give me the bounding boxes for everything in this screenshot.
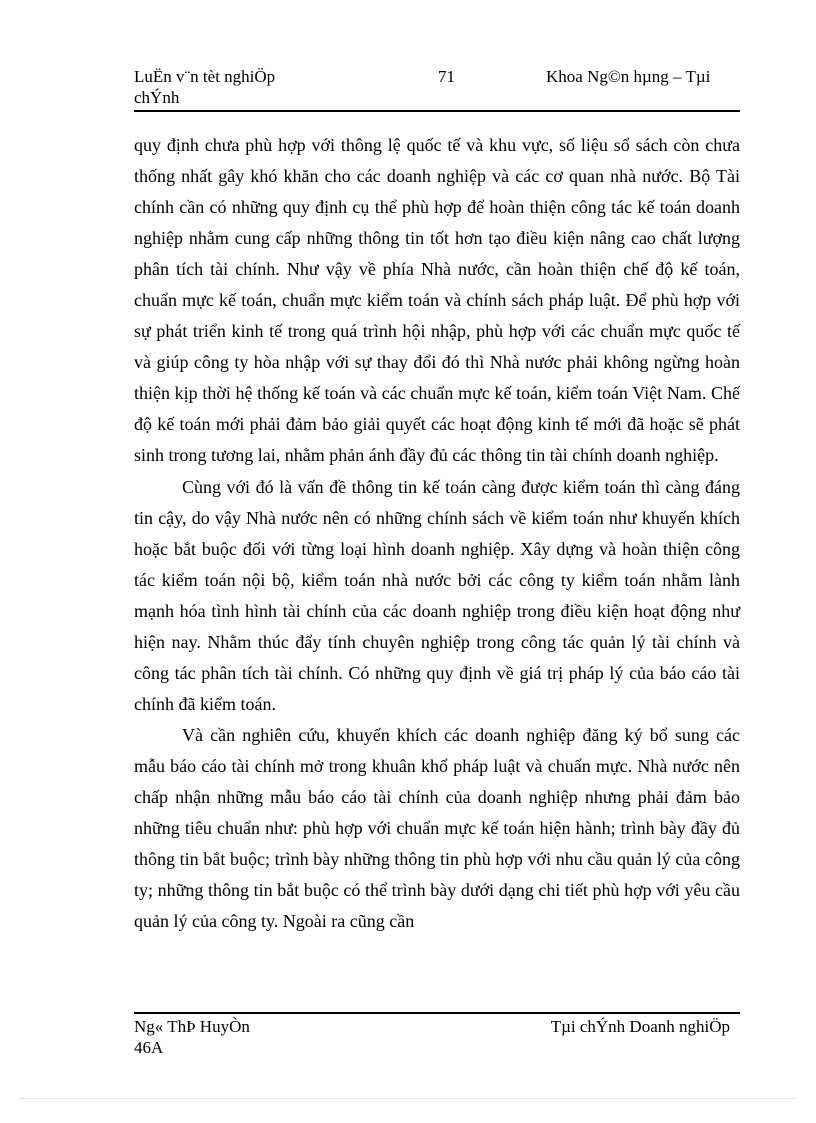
paragraph: Cùng với đó là vấn đề thông tin kế toán càng được kiểm toán thì càng đáng tin cậy, do vậy Nhà nước nên có những chính sách về kiểm toán như khuyến khích hoặc bắt buộc đối với từng loại hình doanh nghiệp. Xây dựng và hoàn thiện công tác kiểm toán nội bộ, kiểm toán nhà nước bởi các công ty kiểm toán nhằm lành mạnh hóa tình hình tài chính của các doanh nghiệp trong điều kiện hoạt động như hiện nay. Nhằm thúc đẩy tính chuyên nghiệp trong công tác quản lý tài chính và công tác phân tích tài chính. Có những quy định về giá trị pháp lý của báo cáo tài chính đã kiểm toán.	[134, 476, 740, 714]
paragraph: quy định chưa phù hợp với thông lệ quốc tế và khu vực, số liệu sổ sách còn chưa thống nhất gây khó khăn cho các doanh nghiệp và các cơ quan nhà nước. Bộ Tài chính cần có những quy định cụ thể phù hợp để hoàn thiện công tác kế toán doanh nghiệp nhằm cung cấp những thông tin tốt hơn tạo điều kiện nâng cao chất lượng phân tích tài chính. Như vậy về phía Nhà nước, cần hoàn thiện chế độ kế toán, chuẩn mực kế toán, chuẩn mực kiểm toán và chính sách pháp luật. Để phù hợp với sự phát triển kinh tế trong quá trình hội nhập, phù hợp với các chuẩn mực quốc tế và giúp công ty hòa nhập với sự thay đổi đó thì Nhà nước phải không ngừng hoàn thiện kịp thời hệ thống kế toán và các chuẩn mực kế toán, kiểm toán Việt Nam. Chế độ kế toán mới phải đảm bảo giải quyết các hoạt động kinh tế mới đã hoặc sẽ phát sinh trong tương lai, nhằm phản ánh đầy đủ các thông tin tài chính doanh nghiệp.	[134, 135, 740, 466]
page-number: 71	[438, 67, 455, 86]
page-header	[134, 66, 740, 112]
header-thesis-label	[134, 66, 334, 108]
footer-author	[134, 1016, 250, 1058]
header-left-line1: LuËn v¨n tèt nghiÖp	[134, 67, 276, 86]
header-rule	[134, 110, 740, 112]
header-left-line2: chÝnh	[134, 88, 180, 107]
paragraph: Và cần nghiên cứu, khuyến khích các doanh nghiệp đăng ký bổ sung các mẫu báo cáo tài chính mở trong khuân khổ pháp luật và chuẩn mực. Nhà nước nên chấp nhận những mẫu báo cáo tài chính của doanh nghiệp nhưng phải đảm bảo những tiêu chuẩn như: phù hợp với chuẩn mực kế toán hiện hành; trình bày đầy đủ thông tin bắt buộc; trình bày những thông tin phù hợp với nhu cầu quản lý của công ty; những thông tin bắt buộc có thể trình bày dưới dạng chi tiết phù hợp với yêu cầu quản lý của công ty. Ngoài ra cũng cần	[134, 724, 740, 932]
footer-left-line1: Ng« ThÞ HuyÒn	[134, 1017, 250, 1036]
page-footer	[134, 1016, 740, 1060]
footer-left-line2: 46A	[134, 1038, 164, 1057]
footer-department: Tµi chÝnh Doanh nghiÖp	[550, 1017, 730, 1036]
page-bottom-dotted-line	[20, 1098, 796, 1099]
header-faculty-label: Khoa Ng©n hµng – Tµi	[546, 67, 711, 86]
document-body	[134, 130, 740, 937]
footer-rule	[134, 1012, 740, 1014]
